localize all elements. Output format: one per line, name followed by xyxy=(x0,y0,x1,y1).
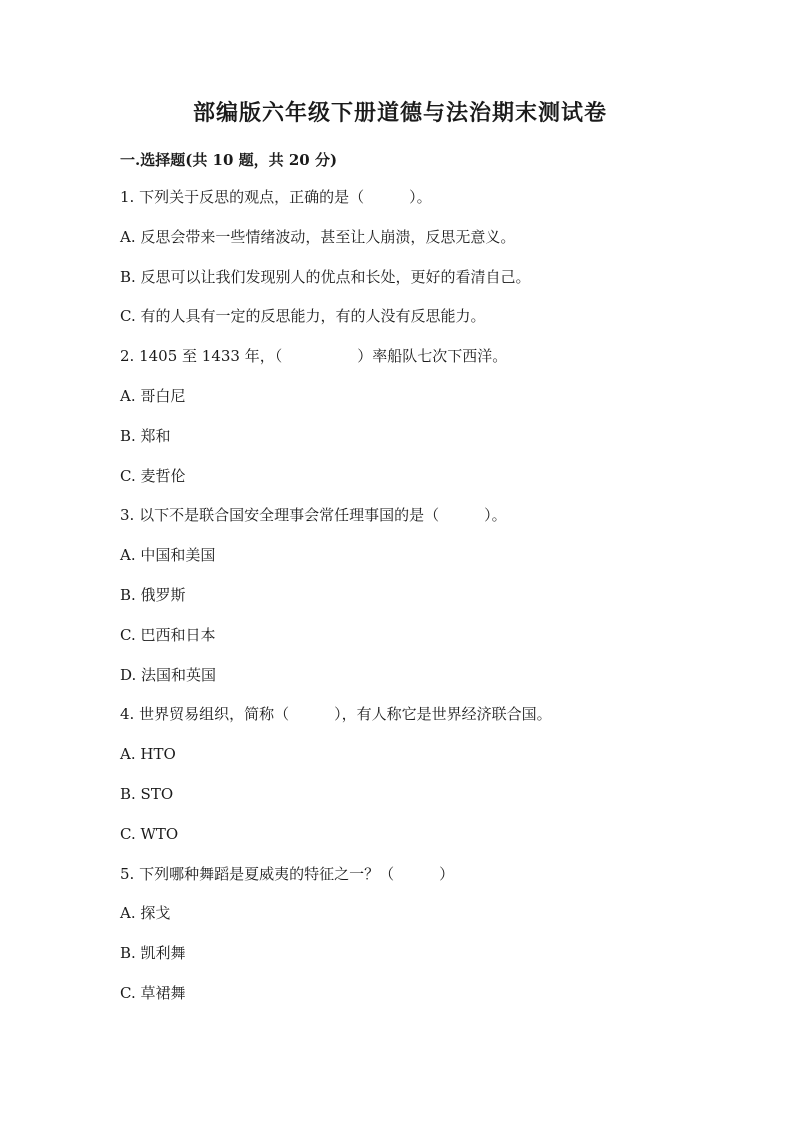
question-3-option-c: C. 巴西和日本 xyxy=(120,625,216,644)
question-4-option-a: A. HTO xyxy=(120,745,176,764)
question-5-option-b: B. 凯利舞 xyxy=(120,944,186,963)
question-5-stem: 5. 下列哪种舞蹈是夏威夷的特征之一？（ ） xyxy=(120,864,455,883)
section-heading: 一.选择题(共 10 题，共 20 分) xyxy=(120,151,338,169)
question-2-option-b: B. 郑和 xyxy=(120,426,171,445)
question-3-option-b: B. 俄罗斯 xyxy=(120,585,186,604)
question-4-option-b: B. STO xyxy=(120,784,174,803)
page-title: 部编版六年级下册道德与法治期末测试卷 xyxy=(192,100,607,126)
question-1-option-c: C. 有的人具有一定的反思能力，有的人没有反思能力。 xyxy=(120,307,486,326)
question-1-option-a: A. 反思会带来一些情绪波动，甚至让人崩溃，反思无意义。 xyxy=(120,227,516,246)
question-3-option-a: A. 中国和美国 xyxy=(120,546,216,565)
question-1-stem: 1. 下列关于反思的观点，正确的是（ ）。 xyxy=(120,188,432,206)
question-1-option-b: B. 反思可以让我们发现别人的优点和长处，更好的看清自己。 xyxy=(120,267,531,286)
question-4-stem: 4. 世界贸易组织，简称（ ），有人称它是世界经济联合国。 xyxy=(120,705,552,724)
question-4-option-c: C. WTO xyxy=(120,824,179,843)
question-2-option-c: C. 麦哲伦 xyxy=(120,466,186,485)
question-2-stem: 2. 1405 至 1433 年，（ ）率船队七次下西洋。 xyxy=(120,347,508,366)
question-3-stem: 3. 以下不是联合国安全理事会常任理事国的是（ ）。 xyxy=(120,506,507,525)
question-5-option-c: C. 草裙舞 xyxy=(120,983,186,1002)
question-5-option-a: A. 探戈 xyxy=(120,904,171,923)
question-2-option-a: A. 哥白尼 xyxy=(120,386,186,405)
question-3-option-d: D. 法国和英国 xyxy=(120,665,217,684)
question-list xyxy=(120,186,760,1022)
